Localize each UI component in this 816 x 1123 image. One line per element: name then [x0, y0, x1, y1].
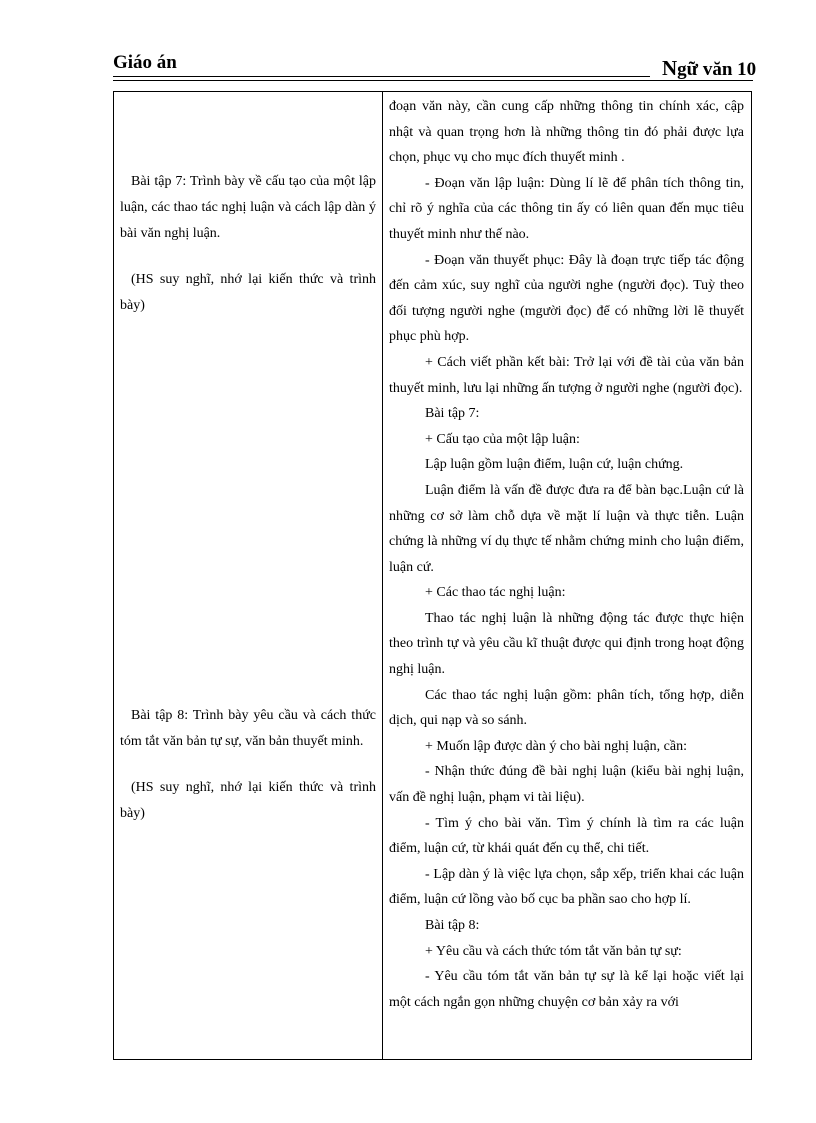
exercise-8-question: Bài tập 8: Trình bày yêu cầu và cách thức tóm tắt văn bản tự sự, văn bản thuyết minh.: [120, 708, 376, 749]
answer-paragraph: Bài tập 8:: [425, 918, 480, 933]
header-title-left: Giáo án: [113, 52, 177, 73]
answer-paragraph: Luận điểm là vấn đề được đưa ra để bàn bạc.Luận cứ là những cơ sở làm chỗ dựa về mặt lí luận và thực tiễn. Luận chứng là những ví dụ thực tế nhằm chứng minh cho luận điểm, luận cứ.: [389, 482, 744, 575]
answer-paragraph: đoạn văn này, cần cung cấp những thông tin chính xác, cập nhật và quan trọng hơn là những thông tin đó phải được lựa chọn, phục vụ cho mục đích thuyết minh .: [389, 99, 744, 166]
answer-paragraph: - Nhận thức đúng đề bài nghị luận (kiểu bài nghị luận, vấn đề nghị luận, phạm vi tài liệu).: [389, 764, 744, 806]
header-right-rest: gữ văn 10: [677, 59, 757, 80]
answer-paragraph: Bài tập 7:: [425, 406, 480, 422]
answer-paragraph: + Cấu tạo của một lập luận:: [425, 431, 580, 447]
lesson-table: [113, 91, 752, 1060]
answer-paragraph: - Đoạn văn thuyết phục: Đây là đoạn trực tiếp tác động đến cảm xúc, suy nghĩ của người nghe (người đọc). Tuỳ theo đối tượng người nghe (mgười đọc) để có những lời lẽ thuyết phục phù hợp.: [389, 252, 744, 345]
answer-paragraph: - Lập dàn ý là việc lựa chọn, sắp xếp, triển khai các luận điểm, luận cứ lồng vào bố cục ba phần sao cho hợp lí.: [389, 866, 744, 908]
header-right-initial: N: [662, 56, 678, 80]
exercise-8-note: (HS suy nghĩ, nhớ lại kiến thức và trình bày): [120, 780, 376, 821]
header-rule-top: [113, 76, 650, 77]
exercise-7-question: Bài tập 7: Trình bày về cấu tạo của một lập luận, các thao tác nghị luận và cách lập dàn ý bài văn nghị luận.: [120, 174, 376, 241]
answer-paragraph: + Muốn lập được dàn ý cho bài nghị luận, cần:: [425, 738, 687, 754]
answer-paragraph: + Cách viết phần kết bài: Trở lại với đề tài của văn bản thuyết minh, lưu lại những ấn tượng ở người nghe (người đọc).: [389, 354, 744, 396]
answer-paragraph: Lập luận gồm luận điểm, luận cứ, luận chứng.: [425, 457, 684, 473]
left-cell-exercise-7: [120, 169, 376, 319]
answer-paragraph: - Yêu cầu tóm tắt văn bản tự sự là kể lại hoặc viết lại một cách ngắn gọn những chuyện cơ bản xảy ra với: [389, 969, 744, 1010]
answer-paragraph: - Tìm ý cho bài văn. Tìm ý chính là tìm ra các luận điểm, luận cứ, từ khái quát đến cụ thể, chi tiết.: [389, 815, 744, 857]
left-cell-exercise-8: [120, 703, 376, 827]
header-rule-bottom: [113, 80, 753, 81]
header-title-right: [662, 56, 756, 81]
answer-paragraph: Các thao tác nghị luận gồm: phân tích, tổng hợp, diễn dịch, qui nạp và so sánh.: [389, 687, 744, 729]
exercise-7-note: (HS suy nghĩ, nhớ lại kiến thức và trình bày): [120, 272, 376, 313]
answer-paragraph: Thao tác nghị luận là những động tác được thực hiện theo trình tự và yêu cầu kĩ thuật được qui định trong hoạt động nghị luận.: [389, 610, 744, 678]
answer-column: [389, 94, 744, 1015]
answer-paragraph: + Các thao tác nghị luận:: [425, 585, 566, 601]
column-divider: [382, 92, 383, 1059]
answer-paragraph: - Đoạn văn lập luận: Dùng lí lẽ để phân tích thông tin, chỉ rõ ý nghĩa của các thông tin ấy có liên quan đến mục tiêu thuyết minh như thế nào.: [389, 175, 744, 242]
answer-paragraph: + Yêu cầu và cách thức tóm tắt văn bản tự sự:: [425, 943, 682, 959]
